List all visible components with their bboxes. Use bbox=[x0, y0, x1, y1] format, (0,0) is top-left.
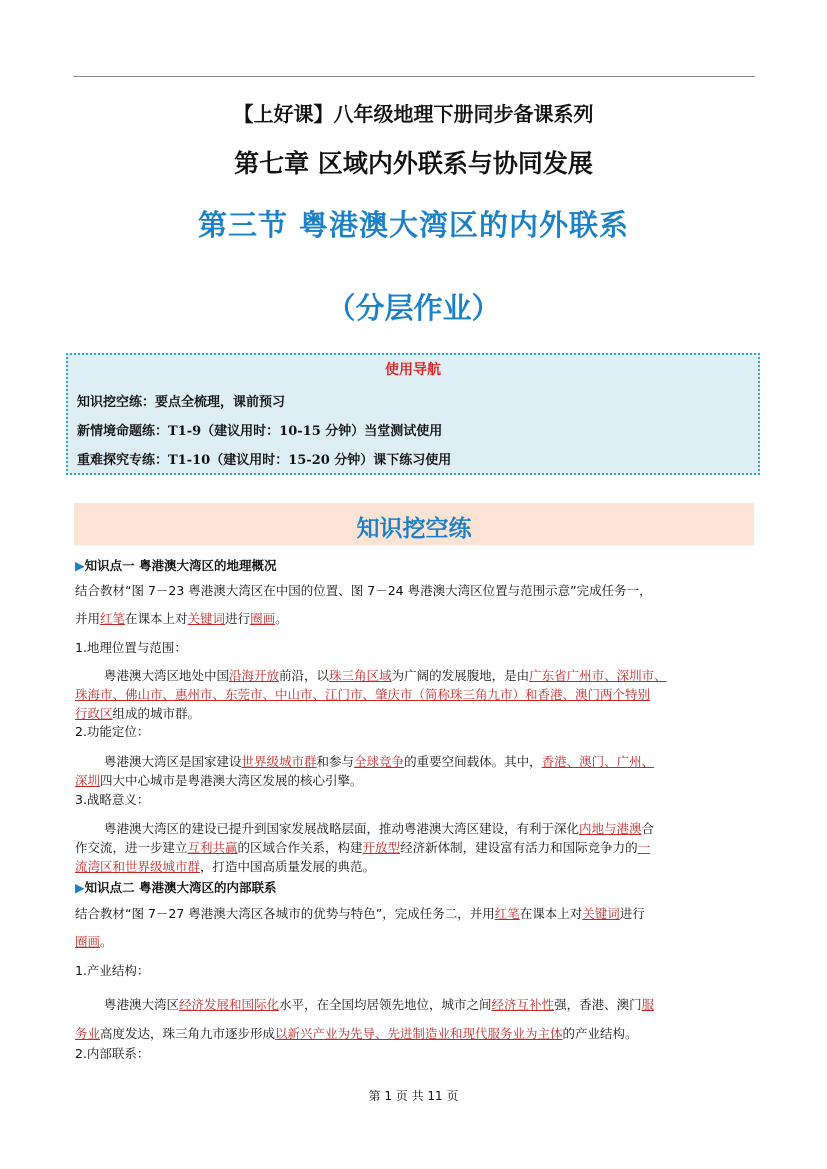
section-banner bbox=[74, 503, 754, 545]
paragraph-line: 深圳四大中心城市是粤港澳大湾区发展的核心引擎。 bbox=[75, 773, 363, 788]
task-text: 结合教材“图 7－23 粤港澳大湾区在中国的位置、图 7－24 粤港澳大湾区位置与范围示意”完成任务一， bbox=[75, 583, 652, 598]
paragraph-line: 粤港澳大湾区是国家建设世界级城市群和参与全球竞争的重要空间载体。其中，香港、澳门、广州、 bbox=[104, 754, 655, 769]
paragraph-line: 粤港澳大湾区经济发展和国际化水平，在全国均居领先地位，城市之间经济互补性强，香港、澳门服 bbox=[104, 997, 655, 1012]
paragraph-line: 粤港澳大湾区地处中国沿海开放前沿，以珠三角区域为广阔的发展腹地，是由广东省广州市、深圳市、 bbox=[104, 668, 667, 683]
subheading: 3.战略意义： bbox=[75, 792, 150, 807]
guide-title: 使用导航 bbox=[385, 362, 441, 378]
paragraph-line: 流湾区和世界级城市群，打造中国高质量发展的典范。 bbox=[75, 859, 376, 874]
page-number: 第 1 页 共 11 页 bbox=[368, 1089, 459, 1103]
banner-title: 知识挖空练 bbox=[356, 516, 472, 542]
series-title: 【上好课】八年级地理下册同步备课系列 bbox=[233, 102, 594, 126]
knowledge-point-2-heading: ▶知识点二 粤港澳大湾区的内部联系 bbox=[75, 880, 277, 895]
task-text: 结合教材“图 7－27 粤港澳大湾区各城市的优势与特色”，完成任务二，并用红笔在课本上对关键词进行 bbox=[75, 906, 645, 921]
subheading: 2.功能定位： bbox=[75, 724, 150, 739]
subheading: 2.内部联系： bbox=[75, 1046, 150, 1061]
subheading: 1.地理位置与范围： bbox=[75, 640, 187, 655]
paragraph-line: 务业高度发达，珠三角九市逐步形成以新兴产业为先导、先进制造业和现代服务业为主体的产业结构。 bbox=[75, 1026, 638, 1041]
guide-line: 重难探究专练：T1-10（建议用时：15-20 分钟）课下练习使用 bbox=[77, 453, 452, 468]
task-text: 并用红笔在课本上对关键词进行圈画。 bbox=[75, 611, 288, 626]
task-text: 圈画。 bbox=[75, 934, 113, 949]
paragraph-line: 珠海市、佛山市、惠州市、东莞市、中山市、江门市、肇庆市（简称珠三角九市）和香港、澳门两个特别 bbox=[75, 687, 651, 702]
paragraph-line: 行政区组成的城市群。 bbox=[75, 706, 201, 721]
page-subtitle: （分层作业） bbox=[326, 291, 501, 325]
chapter-title: 第七章 区域内外联系与协同发展 bbox=[234, 149, 593, 178]
triangle-bullet-icon: ▶ bbox=[75, 880, 85, 895]
section-title: 第三节 粤港澳大湾区的内外联系 bbox=[197, 208, 630, 242]
header-rule bbox=[73, 76, 755, 77]
guide-line: 知识挖空练：要点全梳理，课前预习 bbox=[77, 395, 286, 410]
knowledge-point-1-heading: ▶知识点一 粤港澳大湾区的地理概况 bbox=[75, 558, 277, 573]
subheading: 1.产业结构： bbox=[75, 963, 150, 978]
guide-line: 新情境命题练：T1-9（建议用时：10-15 分钟）当堂测试使用 bbox=[77, 424, 443, 439]
usage-guide-box bbox=[66, 353, 760, 475]
paragraph-line: 粤港澳大湾区的建设已提升到国家发展战略层面，推动粤港澳大湾区建设，有利于深化内地与港澳合 bbox=[104, 821, 655, 836]
paragraph-line: 作交流，进一步建立互利共赢的区域合作关系，构建开放型经济新体制，建设富有活力和国际竞争力的一 bbox=[75, 840, 651, 855]
triangle-bullet-icon: ▶ bbox=[75, 558, 85, 573]
